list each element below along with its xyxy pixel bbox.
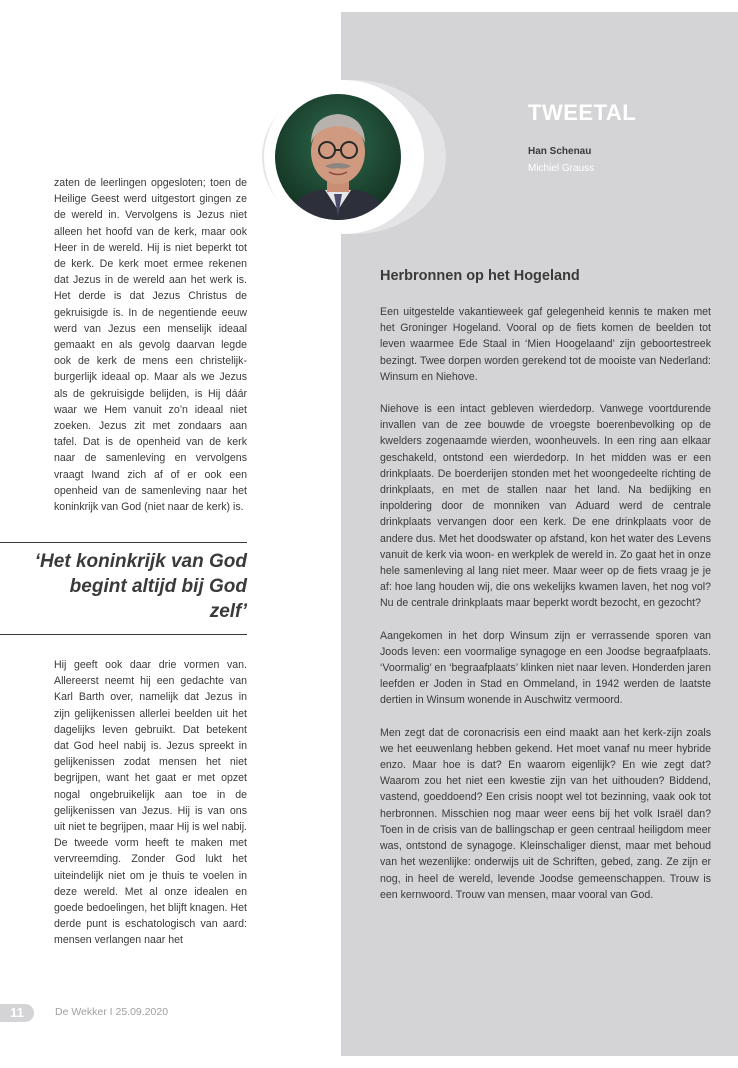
- publication-footer: De Wekker I 25.09.2020: [55, 1006, 169, 1018]
- page-number: 11: [0, 1004, 34, 1022]
- left-paragraph-top: zaten de leerlingen opgesloten; toen de Heilige Geest werd uitgestort gingen ze de wereld in. Vervolgens is Jezus niet alleen het hoofd van de kerk, maar ook Heer in de wereld. Hij is niet beperkt tot de kerk. De kerk moet ermee rekenen dat Jezus in de wereld aan het werk is. Het derde is dat Jezus Christus de gekruisigde is. In de negentiende eeuw werd van Jezus een menselijk ideaal gemaakt en als gevolg daarvan legde ook de kerk de mens een christelijk-burgerlijk ideaal op. Maar als we Jezus als de gekruisigde belijden, is Hij dáár waar we Hem vanuit zo’n ideaal niet zoeken. Jezus zit met zondaars aan tafel. Dat is de openheid van de kerk naar de samenleving en vervolgens vraagt Iwand zich af of er ook een openheid van de samenleving naar het koninkrijk van God (niet naar de kerk) is.: [54, 177, 247, 514]
- left-column-bottom: [54, 657, 247, 949]
- author-name: Han Schenau: [528, 146, 592, 157]
- left-paragraph-bottom: Hij geeft ook daar drie vormen van. Allereerst neemt hij een gedachte van Karl Barth over, namelijk dat Jezus in zijn gelijkenissen allerlei beelden uit het dagelijks leven gebruikt. Dat betekent dat God heel nabij is. Jezus spreekt in gelijkenissen zodat mensen het niet begrijpen, want het gaat er met opzet nogal ongebruikelijk aan toe in de gelijkenissen van Jezus. Hij is van ons uit niet te begrijpen, maar Hij is wel nabij. De tweede vorm heeft te maken met vervreemding. Zonder God lukt het uiteindelijk niet om je thuis te voelen in deze wereld. Met al onze idealen en goede bedoelingen, het blijft knagen. Het derde punt is eschatologisch van aard: mensen verlangen naar het: [54, 659, 247, 947]
- pull-quote: ‘Het koninkrijk van God begint altijd bij God zelf’: [34, 551, 247, 622]
- section-title: TWEETAL: [528, 100, 637, 125]
- article-heading: Herbronnen op het Hogeland: [380, 268, 580, 284]
- article-body: [380, 304, 711, 919]
- article-paragraph: Men zegt dat de coronacrisis een eind maakt aan het kerk-zijn zoals we het eeuwenlang hebben gekend. Het moet vanaf nu meer hybride enzo. Maar hoe is dat? En waarom eigenlijk? En wie zegt dat? Waarom zou het niet een kwestie zijn van het uithouden? Biddend, vastend, goeddoend? Een crisis noopt wel tot bezinning, vaak ook tot herbronnen. Misschien nog maar weer eens bij het volk Israël dan? Toen in de crisis van de ballingschap er geen centraal heiligdom meer was, ontstond de synagoge. Kleinschaliger dienst, maar met behoud van het wezenlijke: onderwijs uit de Schriften, gebed, zang. Ze zijn er nog, in heel de wereld, levende Joodse gemeenschappen. Trouw is een kernwoord. Trouw van mensen, maar vooral van God.: [380, 726, 711, 901]
- left-column-top: [54, 175, 247, 515]
- article-paragraph: Een uitgestelde vakantieweek gaf gelegenheid kennis te maken met het Groninger Hogeland. Vooral op de fiets komen de beelden tot leven waarmee Ede Staal in ‘Mien Hoogelaand’ zijn geboortestreek bezingt. Twee dorpen worden gerekend tot de mooiste van Nederland: Winsum en Niehove.: [380, 306, 711, 383]
- article-paragraph: Aangekomen in het dorp Winsum zijn er verrassende sporen van Joods leven: een voormalige synagoge en een Joodse begraafplaats. ‘Voormalig’ en ‘begraafplaats’ klinken niet naar leven. Honderden jaren leefden er Joden in Stad en Ommeland, in 1942 werden de laatste dertien in Winsum wonende in Auschwitz vermoord.: [380, 629, 711, 707]
- photographer-credit: Michiel Grauss: [528, 163, 595, 174]
- article-paragraph: Niehove is een intact gebleven wierdedorp. Vanwege voortdurende invallen van de zee bouwde de vroegste boerenbevolking op de kwelders zogenaamde wierden, woonheuvels. In een ring aan elkaar geschakeld, ontstond een wierdedorp. In het midden was er een drinkplaats. De boerderijen stonden met het woongedeelte richting de drinkplaats, en met de stallen naar het land. Na bedijking en inpoldering door de monniken van Aduard werd de centrale drinkplaats vervangen door een kerk. De ene drinkplaats voor de andere dus. Met het doodswater op afstand, kon het water des Levens vanuit de kerk via woon- en werkplek de wereld in. Zo gaat het in onze hele samenleving al lang niet meer. Maar weer op de fiets vraag je je af: hoe lang houden wij, die ons wekelijks kwamen laven, het nog vol? Nu de centrale drinkplaats maar beperkt wordt bezocht, en gezocht?: [380, 403, 711, 610]
- portrait-photo-icon: [275, 94, 401, 220]
- quote-divider-bottom: [0, 634, 247, 635]
- quote-divider-top: [0, 542, 247, 543]
